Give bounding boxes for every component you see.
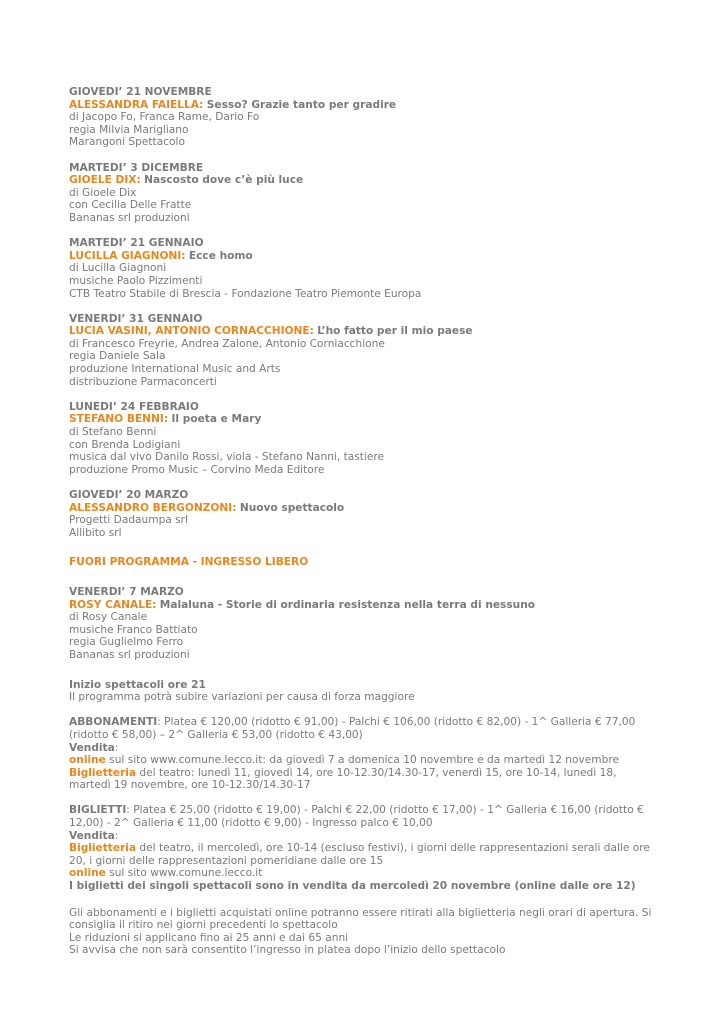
show-detail: musica dal vivo Danilo Rossi, viola - Stefano Nanni, tastiere [69,451,385,464]
biglietti-prices-text: : Platea € 25,00 (ridotto € 19,00) - Palchi € 22,00 (ridotto € 17,00) - 1^ Galleria € 16,00 (ridotto € 12,00) - 2^ Galleria € 11,00 (ridotto € 9,00) - Ingresso palco € 10,00 [69,804,644,830]
show-heading [69,250,655,263]
show-title: Ecce homo [188,249,253,262]
show-artist: GIOELE DIX: [69,174,141,187]
show-artist: ROSY CANALE: [69,598,157,611]
show-detail: con Cecilia Delle Fratte [69,199,192,212]
show-date: VENERDI’ 7 MARZO [69,585,184,598]
vendita-label: Vendita [69,741,115,754]
show-detail: di Lucilla Giagnoni [69,262,167,275]
show-entry [69,237,655,300]
show-entry [69,489,655,539]
vendita-colon: : [114,829,119,842]
show-detail: regia Daniele Sala [69,350,166,363]
info-block [69,679,655,704]
closing-note: Le riduzioni si applicano fino ai 25 anni e dai 65 anni [69,931,349,944]
biglietteria-text: del teatro, il mercoledì, ore 10-14 (escluso festivi), i giorni delle rappresentazioni serali dalle ore 20, i giorni delle rappresentazioni pomeridiane dalle ore 15 [69,842,650,867]
abbonamenti-label: ABBONAMENTI [69,716,158,729]
biglietti-vendita [69,830,655,843]
show-entry [69,586,655,662]
show-artist: STEFANO BENNI: [69,413,169,426]
show-detail: musiche Franco Battiato [69,623,198,636]
show-detail: di Gioele Dix [69,186,137,199]
show-detail: Allibito srl [69,526,122,539]
vendita-colon: : [114,741,119,754]
show-heading [69,413,655,426]
biglietteria-text: del teatro: lunedì 11, giovedì 14, ore 10-12.30/14.30-17, venerdì 15, ore 10-14, lunedì 18, martedì 19 novembre, ore 10-12.30/14.30-17 [69,766,617,792]
closing-notes [69,907,655,957]
show-entry [69,313,655,389]
show-detail: regia Guglielmo Ferro [69,636,184,649]
biglietti-online [69,867,655,880]
closing-note: Si avvisa che non sarà consentito l’ingresso in platea dopo l’inizio dello spettacolo [69,944,506,957]
show-entry [69,162,655,225]
show-title: Malaluna - Storie di ordinaria resistenza nella terra di nessuno [159,598,536,611]
show-heading [69,599,655,612]
online-label: online [69,867,106,880]
show-heading [69,502,655,515]
show-date: MARTEDI’ 21 GENNAIO [69,237,204,250]
program-content [69,86,655,957]
abbonamenti-online [69,754,655,767]
show-entry [69,86,655,149]
abbonamenti-prices [69,716,655,741]
fuori-programma-show [69,586,655,662]
show-detail: produzione International Music and Arts [69,363,281,376]
show-detail: regia Milvia Marigliano [69,123,189,136]
show-detail: produzione Promo Music – Corvino Meda Editore [69,463,325,476]
show-title: Il poeta e Mary [171,413,262,426]
show-detail: di Stefano Benni [69,426,157,439]
show-detail: CTB Teatro Stabile di Brescia - Fondazione Teatro Piemonte Europa [69,287,422,300]
show-entry [69,401,655,477]
show-heading [69,99,655,112]
online-label: online [69,754,106,767]
vendita-label: Vendita [69,829,115,842]
biglietti-block [69,804,655,892]
abbonamenti-prices-text: : Platea € 120,00 (ridotto € 91,00) - Palchi € 106,00 (ridotto € 82,00) - 1^ Galleria € 77,00 (ridotto € 58,00) – 2^ Galleria € 53,00 (ridotto € 43,00) [69,716,636,741]
show-detail: di Francesco Freyrie, Andrea Zalone, Antonio Corniacchione [69,337,385,350]
show-artist: ALESSANDRO BERGONZONI: [69,501,237,514]
online-text: sul sito www.comune.lecco.it: da giovedì 7 a domenica 10 novembre e da martedì 12 novembre [105,754,619,767]
program-note: Il programma potrà subire variazioni per causa di forza maggiore [69,691,415,704]
show-artist: LUCIA VASINI, ANTONIO CORNACCHIONE: [69,325,314,338]
show-detail: Bananas srl produzioni [69,648,190,661]
show-artist: ALESSANDRA FAIELLA: [69,98,204,111]
show-date: VENERDI’ 31 GENNAIO [69,312,203,325]
show-title: Nuovo spettacolo [239,501,345,514]
biglietti-prices [69,804,655,829]
show-detail: distribuzione Parmaconcerti [69,375,217,388]
biglietti-label: BIGLIETTI [69,804,127,817]
show-detail: Progetti Dadaumpa srl [69,514,188,527]
show-date: GIOVEDI’ 20 MARZO [69,489,189,501]
abbonamenti-block [69,716,655,792]
show-heading [69,174,655,187]
show-title: Sesso? Grazie tanto per gradire [206,98,397,111]
online-text: sul sito www.comune.lecco.it [105,867,263,880]
closing-note: Gli abbonamenti e i biglietti acquistati online potranno essere ritirati alla biglietteria negli orari di apertura. Si consiglia il ritiro nei giorni precedenti lo spettacolo [69,906,652,932]
show-heading [69,325,655,338]
show-title: L’ho fatto per il mio paese [317,325,473,338]
show-list [69,86,655,539]
abbonamenti-biglietteria [69,767,655,792]
show-detail: Bananas srl produzioni [69,211,190,224]
show-detail: di Rosy Canale [69,611,148,624]
show-detail: Marangoni Spettacolo [69,136,185,149]
show-artist: LUCILLA GIAGNONI: [69,249,186,262]
show-detail: di Jacopo Fo, Franca Rame, Dario Fo [69,111,260,124]
start-time: Inizio spettacoli ore 21 [69,678,206,691]
show-title: Nascosto dove c’è più luce [144,174,304,187]
fuori-programma-heading: FUORI PROGRAMMA - INGRESSO LIBERO [69,556,309,569]
show-detail: musiche Paolo Pizzimenti [69,274,203,287]
show-date: LUNEDI’ 24 FEBBRAIO [69,400,199,413]
show-detail: con Brenda Lodigiani [69,438,181,451]
biglietti-biglietteria [69,842,655,867]
biglietteria-label: Biglietteria [69,842,137,855]
show-date: GIOVEDI’ 21 NOVEMBRE [69,86,212,98]
show-date: MARTEDI’ 3 DICEMBRE [69,161,204,174]
biglietteria-label: Biglietteria [69,766,137,779]
biglietti-notice: I biglietti dei singoli spettacoli sono in vendita da mercoledì 20 novembre (online dalle ore 12) [69,880,636,893]
abbonamenti-vendita [69,742,655,755]
